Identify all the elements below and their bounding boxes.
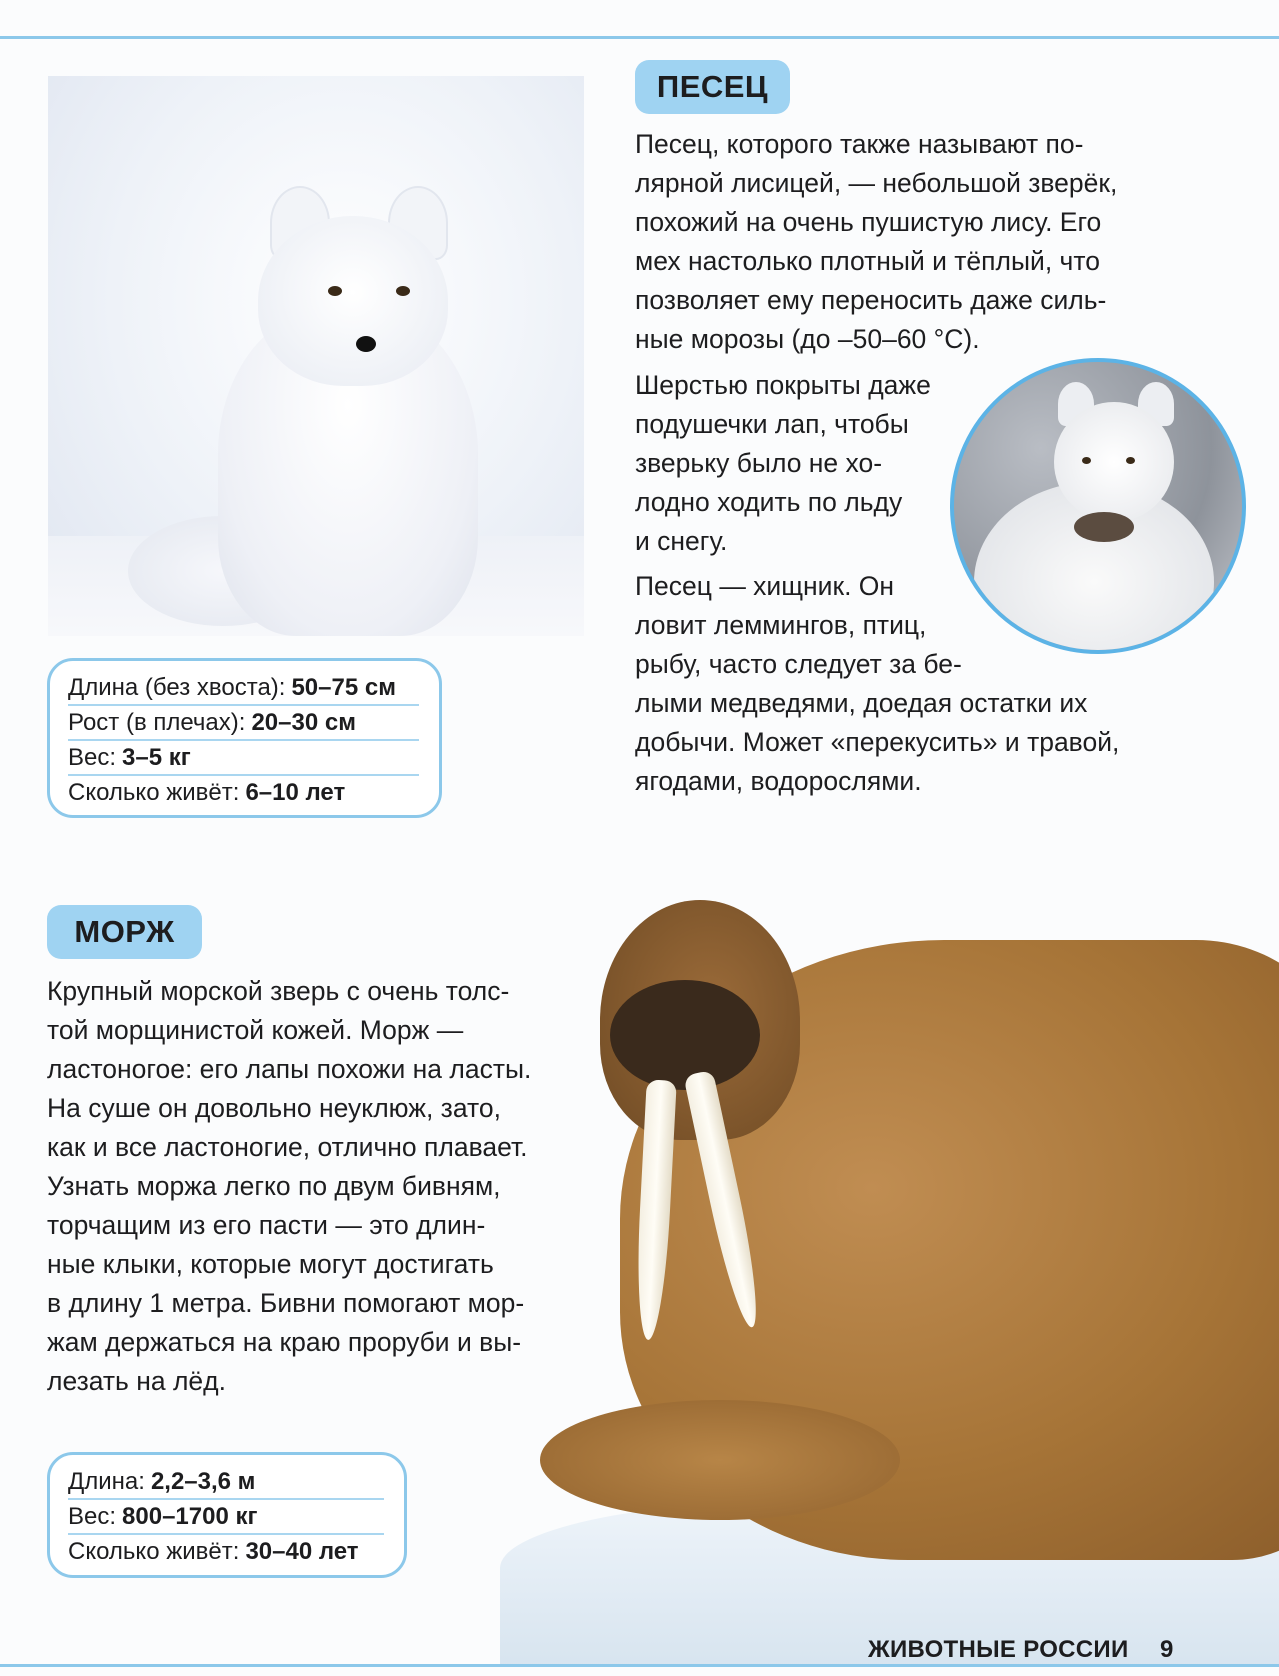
text-line: той морщинистой кожей. Морж — <box>47 1015 464 1045</box>
fact-value: 6–10 лет <box>245 779 346 806</box>
text-line: подушечки лап, чтобы <box>635 409 909 439</box>
text-line: в длину 1 метра. Бивни помогают мор- <box>47 1288 525 1318</box>
fact-label: Длина: <box>68 1468 145 1495</box>
footer-section-title: ЖИВОТНЫЕ РОССИИ <box>868 1636 1129 1663</box>
morzh-paragraph <box>47 972 592 1401</box>
fact-label: Вес: <box>68 744 117 771</box>
text-line: добычи. Может «перекусить» и травой, <box>635 727 1120 757</box>
text-line: лодно ходить по льду <box>635 487 903 517</box>
text-line: торчащим из его пасти — это длин- <box>47 1210 486 1240</box>
text-line: лыми медведями, доедая остатки их <box>635 688 1088 718</box>
text-line: зверьку было не хо- <box>635 448 883 478</box>
text-line: ловит леммингов, птиц, <box>635 610 927 640</box>
arctic-fox-photo <box>48 76 584 636</box>
fact-value: 2,2–3,6 м <box>150 1468 256 1495</box>
text-line: жам держаться на краю проруби и вы- <box>47 1327 522 1357</box>
text-line: ластоногое: его лапы похожи на ласты. <box>47 1054 532 1084</box>
text-line: позволяет ему переносить даже силь- <box>635 285 1107 315</box>
walrus-photo <box>500 880 1279 1664</box>
fact-label: Вес: <box>68 1503 117 1530</box>
fact-row <box>68 706 419 741</box>
text-line: Песец, которого также называют по- <box>635 129 1084 159</box>
bottom-rule <box>0 1664 1279 1667</box>
text-line: как и все ластоногие, отлично плавает. <box>47 1132 528 1162</box>
pesets-facts-box <box>47 658 442 818</box>
fact-value: 800–1700 кг <box>122 1503 258 1530</box>
text-line: похожий на очень пушистую лису. Его <box>635 207 1102 237</box>
text-line: Шерстью покрыты даже <box>635 370 931 400</box>
text-line: и снегу. <box>635 526 728 556</box>
fact-row <box>68 1465 384 1500</box>
fact-label: Сколько живёт: <box>68 779 240 806</box>
pesets-paragraph-1 <box>635 125 1185 359</box>
fact-row <box>68 741 419 776</box>
text-line: Песец — хищник. Он <box>635 571 895 601</box>
text-line: ные морозы (до –50–60 °С). <box>635 324 980 354</box>
page-number: 9 <box>1160 1636 1174 1663</box>
text-line: Узнать моржа легко по двум бивням, <box>47 1171 501 1201</box>
fact-row <box>68 776 419 809</box>
text-line: ные клыки, которые могут достигать <box>47 1249 494 1279</box>
text-line: лезать на лёд. <box>47 1366 226 1396</box>
fact-label: Сколько живёт: <box>68 1538 240 1565</box>
fact-row <box>68 671 419 706</box>
morzh-heading: МОРЖ <box>47 905 202 959</box>
top-rule <box>0 36 1279 39</box>
text-line: На суше он довольно неуклюж, зато, <box>47 1093 501 1123</box>
fact-value: 20–30 см <box>251 709 356 736</box>
pesets-heading: ПЕСЕЦ <box>635 60 790 114</box>
fact-label: Длина (без хвоста): <box>68 674 286 701</box>
morzh-facts-box <box>47 1452 407 1578</box>
fact-row <box>68 1500 384 1535</box>
fact-row <box>68 1535 384 1568</box>
text-line: мех настолько плотный и тёплый, что <box>635 246 1100 276</box>
fact-value: 50–75 см <box>291 674 396 701</box>
text-line: рыбу, часто следует за бе- <box>635 649 962 679</box>
fact-value: 3–5 кг <box>122 744 191 771</box>
text-line: ягодами, водорослями. <box>635 766 922 796</box>
text-line: лярной лисицей, — небольшой зверёк, <box>635 168 1118 198</box>
pesets-paragraph-2 <box>635 366 980 561</box>
fact-value: 30–40 лет <box>245 1538 359 1565</box>
arctic-fox-inset-photo <box>950 358 1246 654</box>
fact-label: Рост (в плечах): <box>68 709 246 736</box>
text-line: Крупный морской зверь с очень толс- <box>47 976 510 1006</box>
